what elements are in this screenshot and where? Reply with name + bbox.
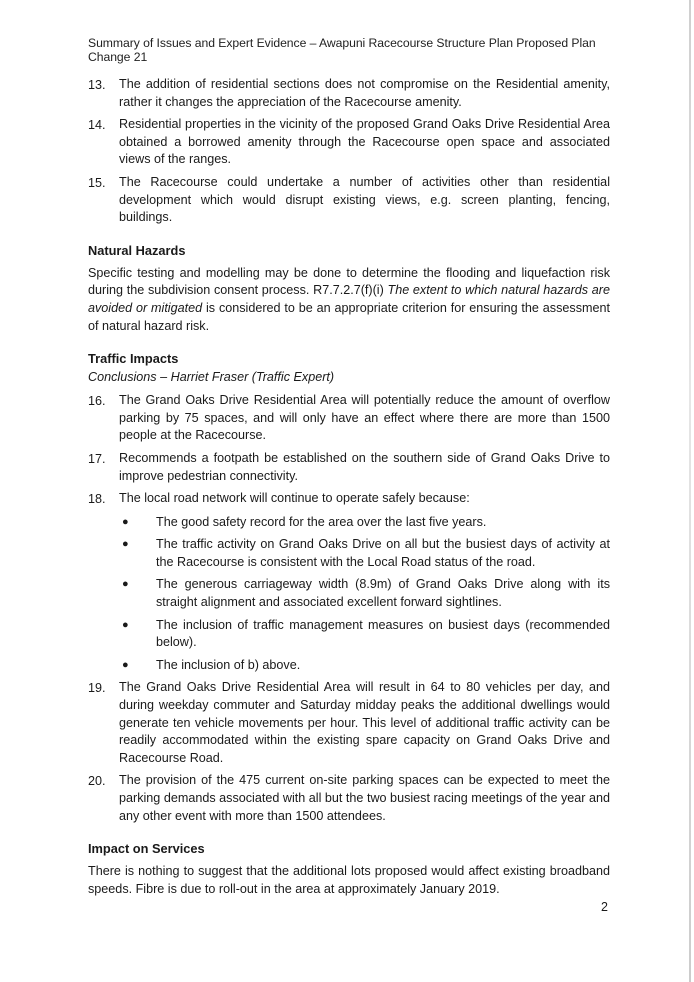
bullet-icon: ● xyxy=(122,515,129,528)
numbered-item xyxy=(88,772,610,825)
numbered-item xyxy=(88,392,610,445)
item-text: The Grand Oaks Drive Residential Area will result in 64 to 80 vehicles per day, and during weekday commuter and Saturday midday peaks the additional dwellings would generate ten vehicle movements per hour. This level of additional traffic activity can be readily accommodated within the existing spare capacity on Grand Oaks Drive and Racecourse Road. xyxy=(119,680,610,765)
bullet-item xyxy=(119,617,610,652)
item-number: 19. xyxy=(88,681,106,696)
item-text: The addition of residential sections does not compromise on the Residential amenity, rather it changes the appreciation of the Racecourse amenity. xyxy=(119,77,610,109)
page-header: Summary of Issues and Expert Evidence – Awapuni Racecourse Structure Plan Proposed Plan Change 21 xyxy=(88,36,596,64)
numbered-item xyxy=(88,490,610,509)
bullet-list xyxy=(119,514,610,675)
bullet-text: The generous carriageway width (8.9m) of Grand Oaks Drive along with its straight alignment and associated excellent forward sightlines. xyxy=(156,577,610,610)
item-number: 18. xyxy=(88,492,106,507)
numbered-item xyxy=(88,679,610,767)
item-number: 17. xyxy=(88,451,106,466)
item-text: The provision of the 475 current on-site parking spaces can be expected to meet the parking demands associated with all but the two busiest racing meetings of the year and any other event with more than 1500 attendees. xyxy=(119,773,610,823)
scan-edge xyxy=(689,0,691,982)
item-number: 20. xyxy=(88,774,106,789)
bullet-text: The inclusion of traffic management measures on busiest days (recommended below). xyxy=(156,617,610,650)
item-text: The local road network will continue to operate safely because: xyxy=(119,491,470,506)
document-body xyxy=(88,76,610,902)
bullet-text: The traffic activity on Grand Oaks Drive on all but the busiest days of activity at the Racecourse is consistent with the Local Road status of the road. xyxy=(156,537,610,569)
item-number: 14. xyxy=(88,118,106,133)
section-heading-traffic-impacts: Traffic Impacts xyxy=(88,351,179,367)
item-number: 16. xyxy=(88,394,106,409)
bullet-icon: ● xyxy=(122,658,129,671)
bullet-icon: ● xyxy=(122,578,129,591)
numbered-item xyxy=(88,76,610,111)
numbered-item xyxy=(88,116,610,169)
paragraph-italic-text: The extent to which natural hazards are avoided or mitigated xyxy=(88,283,611,315)
bullet-icon: ● xyxy=(122,618,129,631)
bullet-icon: ● xyxy=(122,538,129,551)
page-number: 2 xyxy=(601,900,608,914)
bullet-item xyxy=(119,514,610,532)
bullet-item xyxy=(119,657,610,675)
bullet-text: The inclusion of b) above. xyxy=(156,657,301,672)
numbered-item xyxy=(88,174,610,227)
section-subheading: Conclusions – Harriet Fraser (Traffic Expert) xyxy=(88,370,335,385)
item-number: 15. xyxy=(88,175,106,190)
bullet-item xyxy=(119,576,610,611)
section-heading-impact-on-services: Impact on Services xyxy=(88,841,205,857)
item-text: The Grand Oaks Drive Residential Area will potentially reduce the amount of overflow parking by 75 spaces, and will only have an effect where there are more than 1500 people at the Racecourse. xyxy=(119,393,610,443)
services-paragraph: There is nothing to suggest that the additional lots proposed would affect existing broadband speeds. Fibre is due to roll-out in the area at approximately January 2019. xyxy=(88,864,610,896)
section-heading-natural-hazards: Natural Hazards xyxy=(88,242,186,258)
item-text: The Racecourse could undertake a number of activities other than residential development which would disrupt existing views, e.g. screen planting, fencing, buildings. xyxy=(119,174,610,225)
natural-hazards-paragraph xyxy=(88,265,610,335)
item-text: Recommends a footpath be established on the southern side of Grand Oaks Drive to improve pedestrian connectivity. xyxy=(119,450,610,483)
item-number: 13. xyxy=(88,78,106,92)
numbered-item xyxy=(88,450,610,485)
paragraph-text: Specific testing and modelling may be done to determine the flooding and liquefaction risk during the subdivision consent process. R7.7.2.7(f)(i) xyxy=(88,265,610,298)
item-text: Residential properties in the vicinity of the proposed Grand Oaks Drive Residential Area obtained a borrowed amenity through the Racecourse open space and associated views of the ranges. xyxy=(119,117,610,167)
bullet-item xyxy=(119,536,610,571)
bullet-text: The good safety record for the area over the last five years. xyxy=(156,514,487,529)
paragraph-text: is considered to be an appropriate criterion for ensuring the assessment of natural hazard risk. xyxy=(88,300,610,333)
